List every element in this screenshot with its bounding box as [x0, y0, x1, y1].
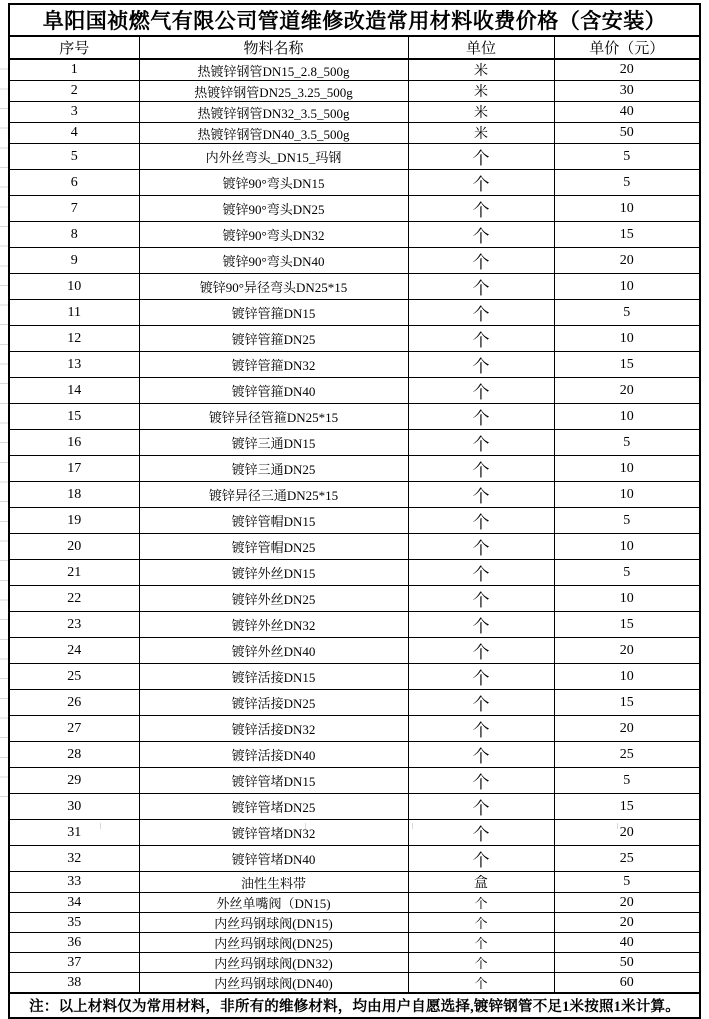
cell-name: 镀锌管箍DN15 [139, 300, 408, 326]
table-row [9, 794, 700, 820]
table-row [9, 586, 700, 612]
cell-name: 镀锌90°弯头DN25 [139, 196, 408, 222]
cell-name: 内丝玛钢球阀(DN32) [139, 953, 408, 973]
column-header-no: 序号 [9, 36, 139, 59]
cell-price: 25 [554, 846, 700, 872]
table-row [9, 248, 700, 274]
cell-no: 11 [9, 300, 139, 326]
cell-name: 镀锌外丝DN25 [139, 586, 408, 612]
table-row [9, 378, 700, 404]
cell-name: 镀锌异径三通DN25*15 [139, 482, 408, 508]
cell-price: 50 [554, 953, 700, 973]
cell-name: 镀锌90°弯头DN15 [139, 170, 408, 196]
table-row [9, 81, 700, 102]
cell-unit: 盒 [408, 872, 554, 893]
table-row [9, 456, 700, 482]
cell-no: 34 [9, 893, 139, 913]
cell-no: 25 [9, 664, 139, 690]
cell-unit: 个 [408, 820, 554, 846]
cell-name: 热镀锌钢管DN25_3.25_500g [139, 81, 408, 102]
cell-name: 内丝玛钢球阀(DN15) [139, 913, 408, 933]
cell-unit: 个 [408, 378, 554, 404]
cell-unit: 个 [408, 170, 554, 196]
table-row [9, 144, 700, 170]
cell-name: 油性生料带 [139, 872, 408, 893]
cell-unit: 个 [408, 196, 554, 222]
cell-unit: 个 [408, 933, 554, 953]
cell-name: 镀锌异径管箍DN25*15 [139, 404, 408, 430]
table-row [9, 560, 700, 586]
cell-name: 镀锌管堵DN25 [139, 794, 408, 820]
cell-unit: 个 [408, 664, 554, 690]
cell-price: 15 [554, 794, 700, 820]
table-row [9, 913, 700, 933]
cell-no: 14 [9, 378, 139, 404]
cell-name: 镀锌外丝DN15 [139, 560, 408, 586]
column-header-price: 单价（元） [554, 36, 700, 59]
cell-price: 20 [554, 893, 700, 913]
cell-no: 7 [9, 196, 139, 222]
cell-no: 23 [9, 612, 139, 638]
cell-no: 30 [9, 794, 139, 820]
table-row [9, 664, 700, 690]
cell-price: 15 [554, 352, 700, 378]
table-row [9, 300, 700, 326]
table-row [9, 612, 700, 638]
cell-unit: 个 [408, 326, 554, 352]
cell-name: 镀锌管堵DN32 [139, 820, 408, 846]
cell-unit: 个 [408, 794, 554, 820]
cell-price: 10 [554, 664, 700, 690]
cell-price: 5 [554, 170, 700, 196]
cell-no: 1 [9, 59, 139, 81]
cell-no: 27 [9, 716, 139, 742]
cell-no: 15 [9, 404, 139, 430]
cell-no: 5 [9, 144, 139, 170]
cell-name: 外丝单嘴阀（DN15) [139, 893, 408, 913]
cell-price: 5 [554, 872, 700, 893]
table-row [9, 768, 700, 794]
table-row [9, 404, 700, 430]
cell-unit: 个 [408, 352, 554, 378]
cell-price: 15 [554, 222, 700, 248]
cell-name: 热镀锌钢管DN15_2.8_500g [139, 59, 408, 81]
cell-name: 镀锌三通DN15 [139, 430, 408, 456]
table-row [9, 482, 700, 508]
table-row [9, 59, 700, 81]
cell-price: 10 [554, 534, 700, 560]
table-row [9, 893, 700, 913]
footnote: 注：以上材料仅为常用材料，非所有的维修材料，均由用户自愿选择,镀锌钢管不足1米按照1米计算。 [9, 993, 700, 1018]
cell-unit: 个 [408, 404, 554, 430]
cell-name: 镀锌管箍DN32 [139, 352, 408, 378]
cell-no: 18 [9, 482, 139, 508]
cell-no: 28 [9, 742, 139, 768]
cell-name: 镀锌管堵DN40 [139, 846, 408, 872]
cell-price: 20 [554, 638, 700, 664]
title-row [9, 4, 700, 36]
table-row [9, 973, 700, 994]
cell-unit: 个 [408, 586, 554, 612]
cell-name: 镀锌管帽DN25 [139, 534, 408, 560]
table-row [9, 170, 700, 196]
cell-no: 9 [9, 248, 139, 274]
table-row [9, 534, 700, 560]
cell-price: 5 [554, 768, 700, 794]
cell-unit: 个 [408, 638, 554, 664]
cell-no: 17 [9, 456, 139, 482]
cell-no: 2 [9, 81, 139, 102]
cell-name: 镀锌90°弯头DN32 [139, 222, 408, 248]
cell-price: 10 [554, 404, 700, 430]
column-header-unit: 单位 [408, 36, 554, 59]
cell-name: 热镀锌钢管DN40_3.5_500g [139, 123, 408, 144]
cell-price: 15 [554, 612, 700, 638]
cell-name: 镀锌活接DN25 [139, 690, 408, 716]
cell-price: 5 [554, 430, 700, 456]
cell-price: 20 [554, 716, 700, 742]
cell-unit: 个 [408, 953, 554, 973]
table-row [9, 274, 700, 300]
cell-name: 内外丝弯头_DN15_玛钢 [139, 144, 408, 170]
note-row [9, 993, 700, 1018]
cell-price: 20 [554, 248, 700, 274]
spreadsheet-gridlines-left [0, 50, 8, 798]
cell-price: 5 [554, 300, 700, 326]
cell-no: 26 [9, 690, 139, 716]
table-row [9, 352, 700, 378]
cell-unit: 个 [408, 846, 554, 872]
cell-unit: 个 [408, 144, 554, 170]
cell-no: 3 [9, 102, 139, 123]
cell-price: 10 [554, 326, 700, 352]
cell-price: 30 [554, 81, 700, 102]
cell-unit: 个 [408, 768, 554, 794]
cell-no: 8 [9, 222, 139, 248]
price-table [8, 3, 701, 1019]
cell-price: 10 [554, 274, 700, 300]
cell-name: 内丝玛钢球阀(DN25) [139, 933, 408, 953]
table-row [9, 872, 700, 893]
table-row [9, 430, 700, 456]
cell-price: 40 [554, 102, 700, 123]
cell-unit: 个 [408, 248, 554, 274]
cell-no: 38 [9, 973, 139, 994]
table-row [9, 326, 700, 352]
cell-name: 镀锌90°异径弯头DN25*15 [139, 274, 408, 300]
cell-price: 5 [554, 508, 700, 534]
cell-price: 10 [554, 482, 700, 508]
table-row [9, 716, 700, 742]
cell-no: 4 [9, 123, 139, 144]
cell-no: 22 [9, 586, 139, 612]
table-row [9, 742, 700, 768]
cell-name: 镀锌三通DN25 [139, 456, 408, 482]
cell-no: 13 [9, 352, 139, 378]
cell-unit: 个 [408, 716, 554, 742]
cell-price: 20 [554, 913, 700, 933]
table-row [9, 846, 700, 872]
cell-no: 35 [9, 913, 139, 933]
cell-no: 12 [9, 326, 139, 352]
cell-unit: 个 [408, 482, 554, 508]
cell-price: 20 [554, 378, 700, 404]
cell-no: 21 [9, 560, 139, 586]
cell-name: 镀锌管帽DN15 [139, 508, 408, 534]
cell-no: 32 [9, 846, 139, 872]
table-row [9, 508, 700, 534]
cell-price: 20 [554, 820, 700, 846]
table-row [9, 222, 700, 248]
cell-unit: 个 [408, 560, 554, 586]
cell-price: 60 [554, 973, 700, 994]
cell-name: 镀锌外丝DN40 [139, 638, 408, 664]
table-row [9, 102, 700, 123]
cell-unit: 个 [408, 222, 554, 248]
table-row [9, 196, 700, 222]
cell-name: 内丝玛钢球阀(DN40) [139, 973, 408, 994]
page-title: 阜阳国祯燃气有限公司管道维修改造常用材料收费价格（含安装） [9, 4, 700, 36]
cell-no: 31 [9, 820, 139, 846]
cell-price: 5 [554, 144, 700, 170]
cell-name: 镀锌管堵DN15 [139, 768, 408, 794]
table-row [9, 933, 700, 953]
cell-name: 镀锌活接DN15 [139, 664, 408, 690]
cell-unit: 个 [408, 430, 554, 456]
cell-unit: 米 [408, 59, 554, 81]
cell-no: 6 [9, 170, 139, 196]
cell-price: 40 [554, 933, 700, 953]
cell-price: 10 [554, 456, 700, 482]
cell-unit: 个 [408, 742, 554, 768]
cell-unit: 个 [408, 893, 554, 913]
cell-unit: 个 [408, 973, 554, 994]
cell-name: 热镀锌钢管DN32_3.5_500g [139, 102, 408, 123]
table-row [9, 953, 700, 973]
table-row [9, 638, 700, 664]
cell-no: 29 [9, 768, 139, 794]
cell-unit: 个 [408, 508, 554, 534]
cell-price: 10 [554, 196, 700, 222]
cell-name: 镀锌管箍DN40 [139, 378, 408, 404]
cell-price: 15 [554, 690, 700, 716]
cell-no: 20 [9, 534, 139, 560]
cell-name: 镀锌活接DN40 [139, 742, 408, 768]
cell-no: 33 [9, 872, 139, 893]
cell-no: 19 [9, 508, 139, 534]
table-header-row [9, 36, 700, 59]
cell-name: 镀锌90°弯头DN40 [139, 248, 408, 274]
cell-name: 镀锌外丝DN32 [139, 612, 408, 638]
cell-unit: 个 [408, 612, 554, 638]
column-header-name: 物料名称 [139, 36, 408, 59]
cell-name: 镀锌活接DN32 [139, 716, 408, 742]
cell-unit: 个 [408, 300, 554, 326]
cell-no: 24 [9, 638, 139, 664]
cell-unit: 个 [408, 274, 554, 300]
cell-unit: 个 [408, 534, 554, 560]
cell-unit: 个 [408, 456, 554, 482]
cell-price: 50 [554, 123, 700, 144]
cell-no: 10 [9, 274, 139, 300]
cell-no: 36 [9, 933, 139, 953]
cell-no: 16 [9, 430, 139, 456]
table-row [9, 820, 700, 846]
cell-unit: 个 [408, 690, 554, 716]
table-row [9, 123, 700, 144]
cell-unit: 米 [408, 102, 554, 123]
cell-name: 镀锌管箍DN25 [139, 326, 408, 352]
cell-price: 25 [554, 742, 700, 768]
cell-price: 5 [554, 560, 700, 586]
table-row [9, 690, 700, 716]
cell-price: 10 [554, 586, 700, 612]
cell-unit: 米 [408, 81, 554, 102]
cell-no: 37 [9, 953, 139, 973]
cell-unit: 米 [408, 123, 554, 144]
cell-price: 20 [554, 59, 700, 81]
cell-unit: 个 [408, 913, 554, 933]
